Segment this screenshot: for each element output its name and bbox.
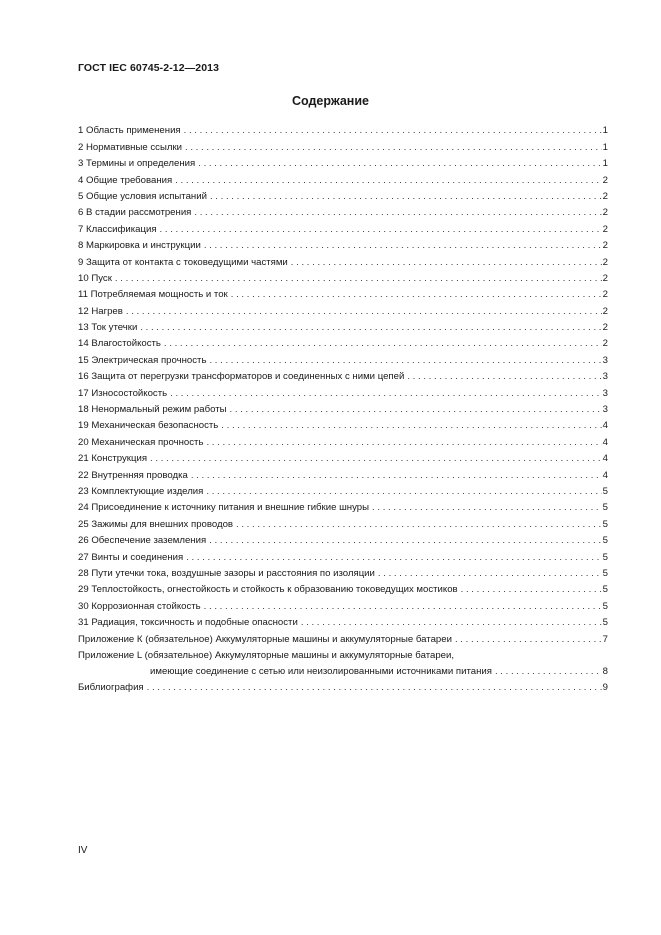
toc-entry-label: 2 Нормативные ссылки [78, 141, 183, 153]
toc-entry-page: 2 [602, 289, 608, 301]
toc-entry-label: 5 Общие условия испытаний [78, 190, 207, 202]
toc-entry [78, 333, 608, 349]
toc-entry [78, 431, 608, 447]
toc-entry-page: 3 [602, 354, 608, 366]
dot-leader [115, 273, 602, 284]
toc-entry-page: 2 [602, 338, 608, 350]
toc-entry [78, 186, 608, 202]
dot-leader [170, 388, 602, 399]
toc-entry-page: 5 [602, 518, 608, 530]
toc-entry [78, 317, 608, 333]
toc-entry-page: 2 [602, 240, 608, 252]
toc-entry [78, 218, 608, 234]
page-title: Содержание [291, 94, 369, 108]
toc-entry-label: 10 Пуск [78, 272, 112, 284]
toc-entry-label: 20 Механическая прочность [78, 436, 204, 448]
toc-entry [78, 481, 608, 497]
toc-entry-page: 2 [602, 305, 608, 317]
toc-entry-page: 5 [602, 617, 608, 629]
dot-leader [186, 552, 601, 563]
dot-leader [126, 306, 602, 317]
toc-entry [78, 268, 608, 284]
dot-leader [140, 322, 601, 333]
toc-entry-page: 7 [602, 633, 608, 645]
dot-leader [206, 437, 601, 448]
dot-leader [204, 240, 602, 251]
toc-entry [78, 366, 608, 382]
toc-entry-page: 1 [602, 125, 608, 137]
toc-entry-label: 11 Потребляемая мощность и ток [78, 289, 228, 301]
toc-entry-continuation [78, 666, 608, 677]
toc-entry [78, 628, 608, 644]
toc-entry-label: Приложение L (обязательное) Аккумуляторные машины и аккумуляторные батареи, [78, 649, 455, 661]
toc-entry-page: 5 [602, 485, 608, 497]
dot-leader [209, 535, 601, 546]
toc-entry [78, 136, 608, 152]
dot-leader [185, 142, 602, 153]
toc-entry [78, 169, 608, 185]
dot-leader [209, 355, 601, 366]
toc-entry-page: 4 [602, 453, 608, 465]
dot-leader [291, 257, 602, 268]
document-code: ГОСТ IEC 60745-2-12—2013 [78, 62, 220, 74]
toc-entry [78, 120, 608, 136]
toc-entry-bibliography [78, 677, 608, 693]
toc-entry-page: 1 [602, 158, 608, 170]
toc-entry [78, 153, 608, 169]
toc-entry-page: 5 [602, 600, 608, 612]
toc-entry [78, 464, 608, 480]
toc-entry-label: 28 Пути утечки тока, воздушные зазоры и расстояния по изоляции [78, 567, 375, 579]
toc-entry [78, 415, 608, 431]
toc-entry-label: 30 Коррозионная стойкость [78, 600, 201, 612]
dot-leader [204, 601, 602, 612]
toc-entry [78, 612, 608, 628]
dot-leader [372, 502, 602, 513]
toc-entry-page: 5 [602, 535, 608, 547]
toc-entry [78, 284, 608, 300]
toc-entry-label: 1 Область применения [78, 125, 181, 137]
dot-leader [378, 568, 602, 579]
toc-entry-label: 23 Комплектующие изделия [78, 485, 204, 497]
toc-entry [78, 579, 608, 595]
toc-entry [78, 448, 608, 464]
toc-entry-page: 3 [602, 404, 608, 416]
dot-leader [175, 175, 601, 186]
toc-entry [78, 497, 608, 513]
toc-entry-label: 21 Конструкция [78, 453, 148, 465]
toc-entry-appendix-l [78, 645, 608, 677]
toc-entry-label: 3 Термины и определения [78, 158, 196, 170]
toc-entry-page: 5 [602, 551, 608, 563]
toc-entry-label: 18 Ненормальный режим работы [78, 404, 227, 416]
dot-leader [206, 486, 601, 497]
toc-entry [78, 382, 608, 398]
toc-entry-label: 26 Обеспечение заземления [78, 535, 207, 547]
dot-leader [164, 338, 602, 349]
toc-entry [78, 251, 608, 267]
dot-leader [147, 682, 602, 693]
toc-entry-page: 2 [602, 322, 608, 334]
dot-leader [230, 404, 602, 415]
toc-entry-page: 2 [602, 272, 608, 284]
toc-entry-page: 1 [602, 141, 608, 153]
dot-leader [210, 191, 602, 202]
toc-entry-label: 9 Защита от контакта с токоведущими частями [78, 256, 288, 268]
toc-entry-label: 13 Ток утечки [78, 322, 138, 334]
toc-entry-page: 4 [602, 420, 608, 432]
toc-entry-label: 25 Зажимы для внешних проводов [78, 518, 234, 530]
dot-leader [407, 371, 601, 382]
dot-leader [160, 224, 602, 235]
toc-entry-page: 5 [602, 502, 608, 514]
toc-entry [78, 563, 608, 579]
dot-leader [150, 453, 602, 464]
dot-leader [184, 125, 602, 136]
toc-entry-label-continued: имеющие соединение с сетью или неизолированными источниками питания [150, 665, 492, 677]
toc-entry-page: 4 [602, 436, 608, 448]
toc-entry-label: 7 Классификация [78, 223, 157, 235]
dot-leader [461, 584, 602, 595]
dot-leader [236, 519, 602, 530]
toc-entry-label: Библиография [78, 681, 144, 693]
toc-entry [78, 202, 608, 218]
toc-entry-label: 12 Нагрев [78, 305, 123, 317]
page-number: IV [78, 845, 88, 856]
table-of-contents [78, 120, 608, 693]
toc-entry-label: 8 Маркировка и инструкции [78, 240, 201, 252]
toc-entry-page: 8 [602, 665, 608, 677]
toc-entry [78, 399, 608, 415]
toc-entry [78, 546, 608, 562]
toc-entry-label: 6 В стадии рассмотрения [78, 207, 192, 219]
dot-leader [495, 666, 602, 677]
toc-entry [78, 300, 608, 316]
dot-leader [221, 420, 601, 431]
toc-entry [78, 349, 608, 365]
toc-entry-label: 4 Общие требования [78, 174, 173, 186]
toc-entry-label: 24 Присоединение к источнику питания и внешние гибкие шнуры [78, 502, 370, 514]
toc-entry-label: 16 Защита от перегрузки трансформаторов и соединенных с ними цепей [78, 371, 405, 383]
toc-entry-label: 22 Внутренняя проводка [78, 469, 188, 481]
toc-entry-page: 3 [602, 387, 608, 399]
toc-entry-label: Приложение К (обязательное) Аккумуляторные машины и аккумуляторные батареи [78, 633, 452, 645]
toc-entry-page: 5 [602, 567, 608, 579]
dot-leader [231, 289, 602, 300]
toc-entry-page: 3 [602, 371, 608, 383]
toc-entry-page: 9 [602, 681, 608, 693]
toc-entry-page: 2 [602, 207, 608, 219]
toc-entry [78, 530, 608, 546]
toc-entry-label: 17 Износостойкость [78, 387, 168, 399]
toc-entry [78, 235, 608, 251]
toc-entry-page: 2 [602, 174, 608, 186]
toc-entry-page: 2 [602, 190, 608, 202]
dot-leader [455, 634, 602, 645]
dot-leader [194, 207, 601, 218]
toc-entry-label: 14 Влагостойкость [78, 338, 161, 350]
toc-entry-page: 2 [602, 256, 608, 268]
toc-entry-label: 31 Радиация, токсичность и подобные опасности [78, 617, 298, 629]
toc-entry-page: 5 [602, 584, 608, 596]
toc-entry-page: 2 [602, 223, 608, 235]
toc-entry [78, 595, 608, 611]
toc-entry-label: 19 Механическая безопасность [78, 420, 219, 432]
dot-leader [301, 617, 602, 628]
toc-entry [78, 513, 608, 529]
toc-entry-label: 29 Теплостойкость, огнестойкость и стойкость к образованию токоведущих мостиков [78, 584, 458, 596]
toc-entry-label: 15 Электрическая прочность [78, 354, 207, 366]
dot-leader [198, 158, 601, 169]
dot-leader [191, 470, 602, 481]
toc-entry-label: 27 Винты и соединения [78, 551, 184, 563]
toc-entry-page: 4 [602, 469, 608, 481]
